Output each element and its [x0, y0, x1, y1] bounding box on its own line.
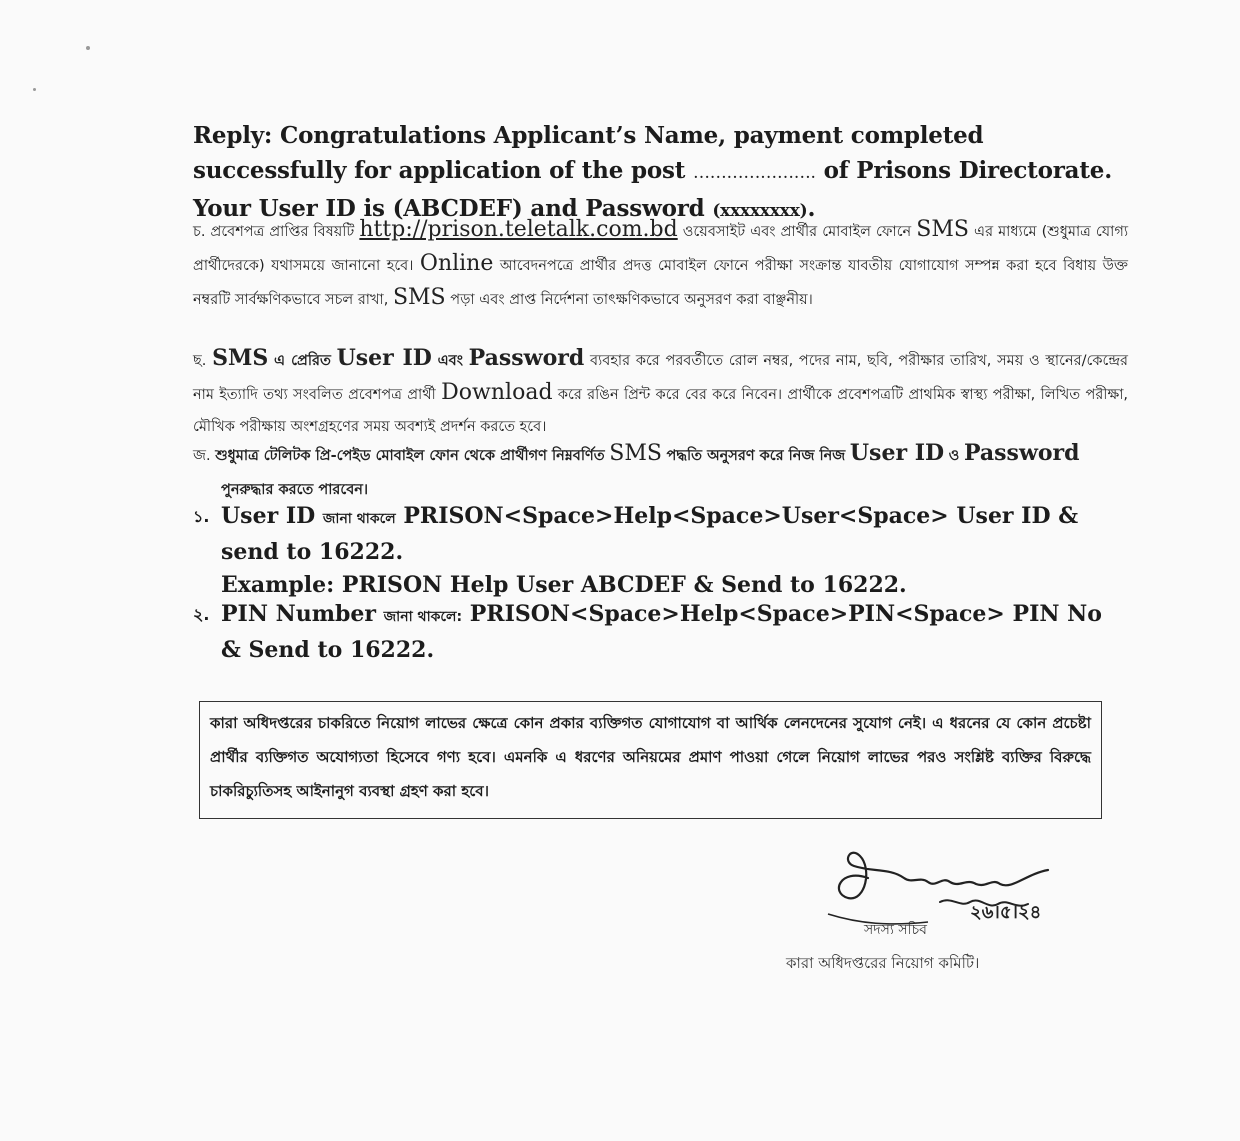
known-text: জানা থাকলে — [322, 511, 396, 527]
sms-term: SMS — [609, 441, 662, 466]
user-id-term: User ID — [336, 345, 432, 371]
para-chha-text-e: করে রঙিন প্রিন্ট করে বের করে নিবেন। প্রার্থীকে প্রবেশপত্রটি প্রাথমিক স্বাস্থ্য পরীক্ষা, লিখিত পরীক্ষা, মৌখিক পরীক্ষায় অংশগ্রহণের সময় অবশ্যই প্রদর্শন করতে হবে। — [193, 387, 1129, 435]
handwritten-signature — [820, 838, 1060, 948]
password-term: Password — [468, 345, 585, 371]
download-term: Download — [441, 380, 553, 405]
post-placeholder-dots: …………………. — [692, 163, 816, 183]
pin-term: PIN Number — [221, 601, 376, 627]
reply-paragraph — [193, 118, 1128, 229]
list-item-user-id — [193, 500, 1128, 602]
para-cha-text-e: পড়া এবং প্রাপ্ত নির্দেশনা তাৎক্ষণিকভাবে অনুসরণ করা বাঞ্ছনীয়। — [450, 292, 813, 308]
reply-text-2: of Prisons Directorate. Your User ID is (ABCDEF) and Password — [193, 157, 1113, 222]
para-ja-marker: জ. — [193, 448, 211, 464]
para-ja-text-b: শুধুমাত্র টেলিটক প্রি-পেইড মোবাইল ফোন থেকে প্রার্থীগণ নিম্নবর্ণিত — [215, 448, 605, 464]
para-chha-text-b: এ প্রেরিত — [273, 353, 331, 369]
password-term: Password — [963, 440, 1080, 466]
scan-speck — [86, 46, 90, 50]
para-chha-text-d: ব্যবহার করে পরবর্তীতে রোল নম্বর, পদের নাম, ছবি, পরীক্ষার তারিখ, সময় ও স্থানের/কেন্দ্রের নাম ইত্যাদি তথ্য সংবলিত প্রবেশপত্র প্রার্থী — [193, 353, 1129, 403]
website-link[interactable]: http://prison.teletalk.com.bd — [359, 217, 678, 242]
para-ja-text-c: পদ্ধতি অনুসরণ করে নিজ নিজ — [666, 448, 846, 464]
reply-end: . — [807, 195, 816, 222]
para-cha-text-b: ওয়েবসাইট এবং প্রার্থীর মোবাইল ফোনে — [682, 224, 912, 240]
password-value: (xxxxxxxx) — [712, 201, 808, 221]
scan-speck — [33, 88, 36, 91]
para-cha-text-d: আবেদনপত্রে প্রার্থীর প্রদত্ত মোবাইল ফোনে পরীক্ষা সংক্রান্ত যাবতীয় যোগাযোগ সম্পন্ন করা হবে বিধায় উক্ত নম্বরটি সার্বক্ষণিকভাবে সচল রাখা, — [193, 258, 1129, 308]
sms-term: SMS — [392, 285, 446, 310]
para-cha-text-c: এর মাধ্যমে (শুধুমাত্র যোগ্য প্রার্থীদেরকে) যথাসময়ে জানানো হবে। — [193, 224, 1129, 274]
para-ja-text-d: ও — [948, 448, 960, 464]
para-chha-text-c: এবং — [437, 353, 463, 369]
paragraph-chha — [193, 342, 1128, 443]
reply-label: Reply: — [193, 122, 273, 149]
online-term: Online — [419, 251, 494, 276]
committee-signoff: কারা অধিদপ্তরের নিয়োগ কমিটি। — [786, 954, 980, 972]
para-cha-text-a: চ. প্রবেশপত্র প্রাপ্তির বিষয়টি — [193, 224, 355, 240]
signature-date: ২৬।৫।২৪ — [970, 902, 1042, 923]
paragraph-ja — [193, 436, 1128, 507]
list-number: ১. — [193, 507, 210, 526]
para-ja-text-e: পুনরুদ্ধার করতে পারবেন। — [221, 482, 369, 498]
sms-command: PRISON<Space>Help<Space>PIN<Space> PIN No & Send to 16222. — [221, 601, 1102, 663]
paragraph-cha — [193, 214, 1128, 316]
signature-title: সদস্য সচিব — [864, 922, 927, 938]
list-item-pin — [193, 598, 1128, 667]
list-number: ২. — [193, 605, 210, 624]
para-chha-marker: ছ. — [193, 353, 207, 369]
notice-box — [199, 701, 1102, 819]
sms-command: PRISON<Space>Help<Space>User<Space> User ID & send to 16222. — [221, 503, 1079, 565]
user-id-term: User ID — [849, 440, 945, 466]
sms-term: SMS — [212, 345, 269, 371]
known-text: জানা থাকলে: — [383, 609, 463, 625]
reply-text-1: Congratulations Applicant’s Name, payment completed successfully for application of the post — [193, 122, 984, 184]
sms-example: Example: PRISON Help User ABCDEF & Send to 16222. — [221, 572, 907, 598]
user-id-term: User ID — [221, 503, 316, 529]
notice-text: কারা অধিদপ্তরের চাকরিতে নিয়োগ লাভের ক্ষেত্রে কোন প্রকার ব্যক্তিগত যোগাযোগ বা আর্থিক লেনদেনের সুযোগ নেই। এ ধরনের যে কোন প্রচেষ্টা প্রার্থীর ব্যক্তিগত অযোগ্যতা হিসেবে গণ্য হবে। এমনকি এ ধরণের অনিয়মের প্রমাণ পাওয়া গেলে নিয়োগ লাভের পরও সংশ্লিষ্ট ব্যক্তির বিরুদ্ধে চাকরিচ্যুতিসহ আইনানুগ ব্যবস্থা গ্রহণ করা হবে। — [210, 714, 1091, 800]
sms-term: SMS — [916, 217, 969, 242]
